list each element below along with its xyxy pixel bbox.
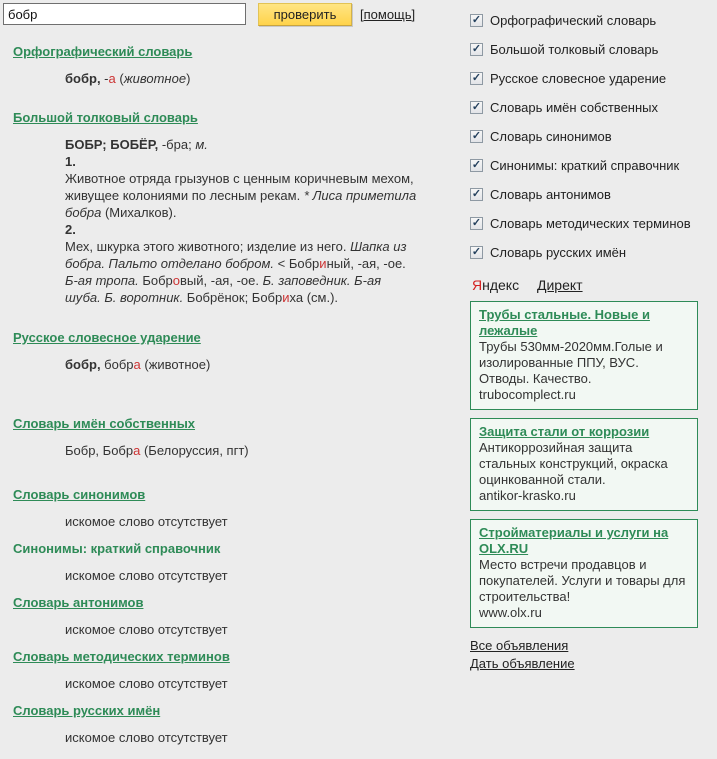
checkbox-synonyms-short[interactable] bbox=[470, 159, 483, 172]
heading-explanatory-dictionary[interactable]: Большой толковый словарь bbox=[13, 110, 198, 125]
help-bracket-close: ] bbox=[411, 7, 416, 22]
heading-synonyms-short-reference: Синонимы: краткий справочник bbox=[13, 541, 221, 556]
yandex-direct-header bbox=[472, 277, 717, 293]
entry-line: Животное отряда грызунов с ценным коричневым мехом, живущее колониями по лесным рекам. * Лиса приметила бобра (Михалков). bbox=[65, 171, 417, 220]
filter-row-proper-names bbox=[470, 99, 717, 115]
filter-row-explanatory bbox=[470, 41, 717, 57]
all-ads-link[interactable]: Все объявления bbox=[470, 638, 569, 653]
help-link-wrapper bbox=[360, 7, 415, 22]
ad-block-olx bbox=[470, 519, 698, 628]
search-input[interactable] bbox=[3, 3, 246, 25]
ad-block-pipes bbox=[470, 301, 698, 410]
filter-row-word-stress bbox=[470, 70, 717, 86]
entry-proper-names: Бобр, Бобра (Белоруссия, пгт) bbox=[65, 443, 249, 458]
filter-row-synonyms-short bbox=[470, 157, 717, 173]
checkbox-antonyms[interactable] bbox=[470, 188, 483, 201]
heading-word-stress-dictionary[interactable]: Русское словесное ударение bbox=[13, 330, 201, 345]
filter-row-methodical-terms bbox=[470, 215, 717, 231]
ad-body-text: Антикоррозийная защита стальных конструкций, окраска оцинкованной стали. bbox=[479, 440, 668, 487]
filter-row-russian-names bbox=[470, 244, 717, 260]
ad-url: www.olx.ru bbox=[479, 605, 542, 620]
section-word-stress bbox=[0, 330, 462, 373]
help-link[interactable]: помощь bbox=[363, 7, 412, 22]
section-antonyms bbox=[0, 595, 462, 638]
checkbox-synonyms[interactable] bbox=[470, 130, 483, 143]
entry-synonyms-short: искомое слово отсутствует bbox=[65, 568, 228, 583]
checkbox-explanatory[interactable] bbox=[470, 43, 483, 56]
ad-title-link[interactable]: Защита стали от коррозии bbox=[479, 424, 650, 439]
entry-explanatory bbox=[65, 136, 420, 306]
section-russian-names bbox=[0, 703, 462, 746]
dictionary-sections bbox=[0, 44, 462, 746]
section-synonyms-short bbox=[0, 541, 462, 584]
ad-block-corrosion bbox=[470, 418, 698, 511]
checkbox-word-stress[interactable] bbox=[470, 72, 483, 85]
ad-body-text: Место встречи продавцов и покупателей. Услуги и товары для строительства! bbox=[479, 557, 686, 604]
checkbox-label: Синонимы: краткий справочник bbox=[490, 157, 680, 173]
section-proper-names bbox=[0, 416, 462, 459]
filter-row-antonyms bbox=[470, 186, 717, 202]
heading-orthographic-dictionary[interactable]: Орфографический словарь bbox=[13, 44, 193, 59]
checkbox-russian-names[interactable] bbox=[470, 246, 483, 259]
checkbox-label: Словарь имён собственных bbox=[490, 99, 658, 115]
ad-title-link[interactable]: Трубы стальные. Новые и лежалые bbox=[479, 307, 650, 338]
checkbox-label: Большой толковый словарь bbox=[490, 41, 659, 57]
section-methodical-terms bbox=[0, 649, 462, 692]
checkbox-label: Орфографический словарь bbox=[490, 12, 657, 28]
heading-russian-names-dictionary[interactable]: Словарь русских имён bbox=[13, 703, 161, 718]
section-explanatory bbox=[0, 110, 462, 306]
heading-antonyms-dictionary[interactable]: Словарь антонимов bbox=[13, 595, 144, 610]
yandex-logo-letter: Я bbox=[472, 277, 483, 293]
ad-footer-links bbox=[470, 637, 717, 673]
ad-url: antikor-krasko.ru bbox=[479, 488, 576, 503]
entry-word-stress: бобр, бобра (животное) bbox=[65, 357, 211, 372]
entry-synonyms: искомое слово отсутствует bbox=[65, 514, 228, 529]
checkbox-proper-names[interactable] bbox=[470, 101, 483, 114]
checkbox-label: Словарь методических терминов bbox=[490, 215, 691, 231]
heading-proper-names-dictionary[interactable]: Словарь имён собственных bbox=[13, 416, 196, 431]
entry-line: 1. bbox=[65, 154, 76, 169]
entry-line: Мех, шкурка этого животного; изделие из него. Шапка из бобра. Пальто отделано бобром. < Бобриный, -ая, -ое. Б-ая тропа. Бобровый, -ая, -ое. Б. заповедник. Б-ая шуба. Б. воротник. Бобрёнок; Бобриха (см.). bbox=[65, 239, 407, 305]
entry-methodical-terms: искомое слово отсутствует bbox=[65, 676, 228, 691]
checkbox-label: Русское словесное ударение bbox=[490, 70, 667, 86]
search-bar bbox=[3, 3, 462, 26]
heading-methodical-terms-dictionary[interactable]: Словарь методических терминов bbox=[13, 649, 230, 664]
sidebar bbox=[470, 12, 717, 673]
entry-line: 2. bbox=[65, 222, 76, 237]
checkbox-label: Словарь русских имён bbox=[490, 244, 627, 260]
entry-orthographic: бобр, -а (животное) bbox=[65, 71, 191, 86]
checkbox-orthographic[interactable] bbox=[470, 14, 483, 27]
ad-url: trubocomplect.ru bbox=[479, 387, 576, 402]
check-word-button[interactable]: проверить bbox=[258, 3, 352, 26]
checkbox-label: Словарь синонимов bbox=[490, 128, 612, 144]
checkbox-label: Словарь антонимов bbox=[490, 186, 611, 202]
entry-antonyms: искомое слово отсутствует bbox=[65, 622, 228, 637]
section-synonyms bbox=[0, 487, 462, 530]
ad-body-text: Трубы 530мм-2020мм.Голые и изолированные ППУ, ВУС. Отводы. Качество. bbox=[479, 339, 663, 386]
yandex-logo-rest: ндекс bbox=[482, 277, 520, 293]
section-orthographic bbox=[0, 44, 462, 87]
yandex-direct-link[interactable]: Директ bbox=[536, 277, 583, 293]
entry-line: БОБР; БОБЁР, -бра; м. bbox=[65, 137, 208, 152]
entry-russian-names: искомое слово отсутствует bbox=[65, 730, 228, 745]
help-bracket-open: [ bbox=[360, 7, 364, 22]
filter-row-synonyms bbox=[470, 128, 717, 144]
checkbox-methodical-terms[interactable] bbox=[470, 217, 483, 230]
ad-title-link[interactable]: Стройматериалы и услуги на OLX.RU bbox=[479, 525, 669, 556]
heading-synonyms-dictionary[interactable]: Словарь синонимов bbox=[13, 487, 146, 502]
filter-row-orthographic bbox=[470, 12, 717, 28]
post-ad-link[interactable]: Дать объявление bbox=[470, 656, 575, 671]
